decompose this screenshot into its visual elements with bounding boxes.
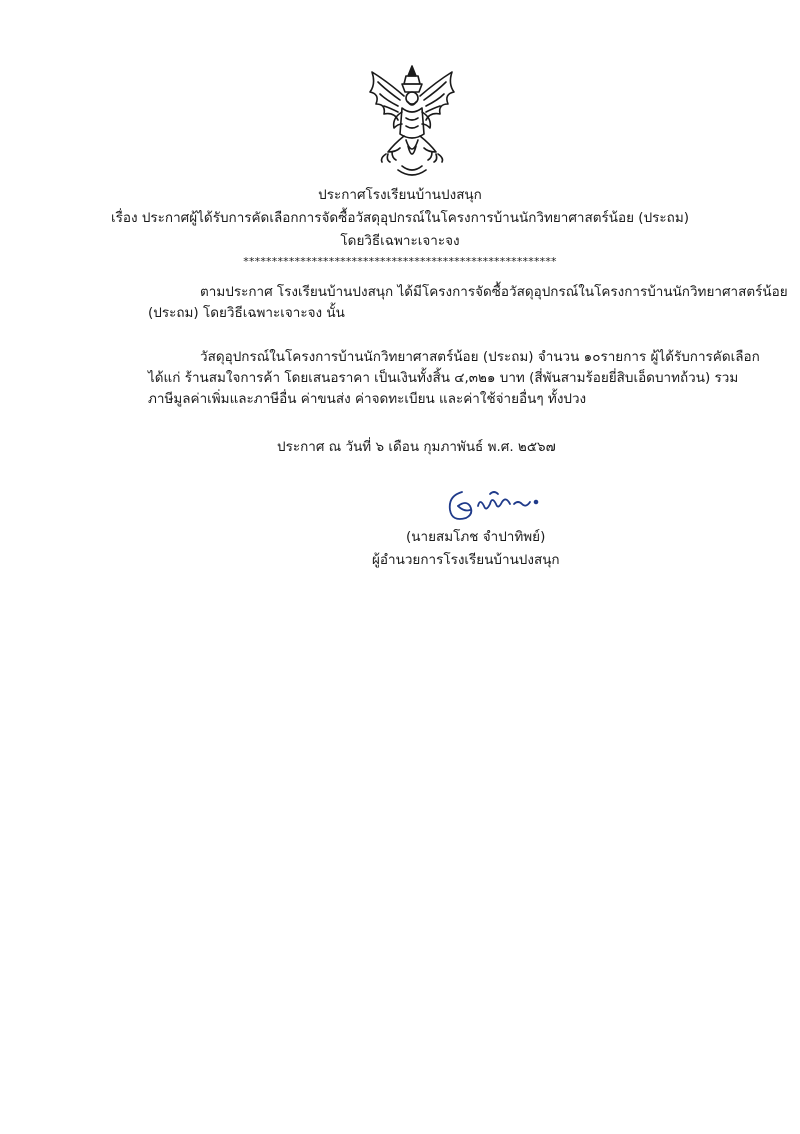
garuda-emblem-icon [362,62,462,180]
signatory-name: (นายสมโภช จำปาทิพย์) [406,529,546,545]
handwritten-signature [440,486,550,526]
paragraph-1-line-1: ตามประกาศ โรงเรียนบ้านปงสนุก ได้มีโครงการจัดซื้อวัสดุอุปกรณ์ในโครงการบ้านนักวิทยาศาสตร์น้อย [200,284,788,300]
announcement-date: ประกาศ ณ วันที่ ๖ เดือน กุมภาพันธ์ พ.ศ. ๒๕๖๗ [277,439,556,455]
paragraph-2-line-2: ได้แก่ ร้านสมใจการค้า โดยเสนอราคา เป็นเงินทั้งสิ้น ๔,๓๒๑ บาท (สี่พันสามร้อยยี่สิบเอ็ดบาทถ้วน) รวม [148,370,739,386]
paragraph-1-line-2: (ประถม) โดยวิธีเฉพาะเจาะจง นั้น [148,305,345,321]
procurement-method: โดยวิธีเฉพาะเจาะจง [340,233,460,249]
document-subject: เรื่อง ประกาศผู้ได้รับการคัดเลือกการจัดซื้อวัสดุอุปกรณ์ในโครงการบ้านนักวิทยาศาสตร์น้อย (ประถม) [110,210,689,226]
separator-line: ******************************************************* [243,255,557,268]
document-title: ประกาศโรงเรียนบ้านปงสนุก [318,187,482,203]
paragraph-2-line-3: ภาษีมูลค่าเพิ่มและภาษีอื่น ค่าขนส่ง ค่าจดทะเบียน และค่าใช้จ่ายอื่นๆ ทั้งปวง [148,391,587,407]
signatory-position: ผู้อำนวยการโรงเรียนบ้านปงสนุก [372,552,560,568]
paragraph-2-line-1: วัสดุอุปกรณ์ในโครงการบ้านนักวิทยาศาสตร์น้อย (ประถม) จำนวน ๑๐รายการ ผู้ได้รับการคัดเลือก [200,349,760,365]
